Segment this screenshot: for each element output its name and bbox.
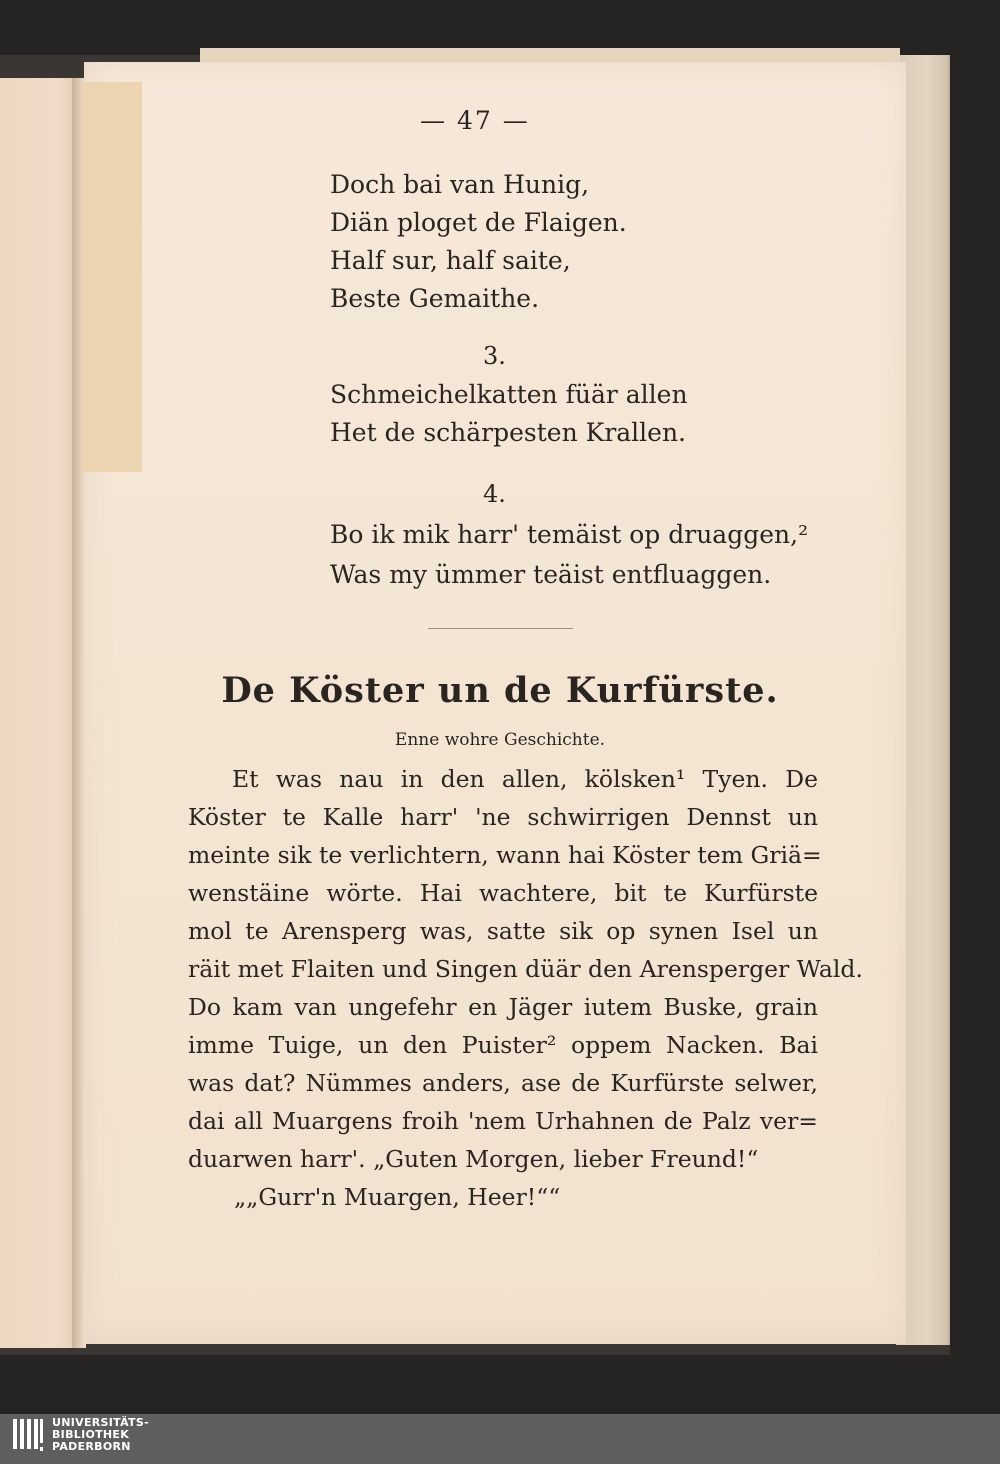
paragraph-line: imme Tuige, un den Puister² oppem Nacken. Bai bbox=[188, 1031, 818, 1059]
paragraph-line: duarwen harr'. „Guten Morgen, lieber Freund!“ bbox=[188, 1145, 759, 1173]
library-footer bbox=[0, 1414, 1000, 1464]
verse-line: Het de schärpesten Krallen. bbox=[330, 418, 687, 447]
page-number: — 47 — bbox=[420, 106, 530, 135]
verse-line: Doch bai van Hunig, bbox=[330, 170, 590, 199]
story-subtitle: Enne wohre Geschichte. bbox=[394, 730, 606, 750]
section-divider bbox=[428, 628, 573, 629]
left-page-edge bbox=[0, 78, 82, 1348]
repair-tape bbox=[82, 82, 142, 472]
paragraph-line: was dat? Nümmes anders, ase de Kurfürste selwer, bbox=[188, 1069, 818, 1097]
paragraph-line: dai all Muargens froih 'nem Urhahnen de Palz ver= bbox=[188, 1107, 818, 1135]
library-name-line: BIBLIOTHEK bbox=[52, 1428, 130, 1441]
story-paragraph bbox=[188, 760, 863, 1216]
library-name-line: UNIVERSITÄTS- bbox=[52, 1416, 149, 1429]
paragraph-line: Et was nau in den allen, kölsken¹ Tyen. De bbox=[232, 765, 818, 793]
paragraph-line: mol te Arensperg was, satte sik op synen Isel un bbox=[188, 917, 818, 945]
verse-line: Bo ik mik harr' temäist op druaggen,² bbox=[330, 520, 809, 549]
verse-line: Half sur, half saite, bbox=[330, 246, 571, 275]
stanza-number: 3. bbox=[483, 342, 506, 370]
verse-line: Diän ploget de Flaigen. bbox=[330, 208, 627, 237]
paragraph-line: räit met Flaiten und Singen düär den Arensperger Wald. bbox=[188, 955, 863, 983]
paragraph-line: Köster te Kalle harr' 'ne schwirrigen Dennst un bbox=[188, 803, 818, 831]
paragraph-line: wenstäine wörte. Hai wachtere, bit te Kurfürste bbox=[188, 879, 818, 907]
stanza-number: 4. bbox=[483, 480, 506, 508]
verse-line: Schmeichelkatten füär allen bbox=[330, 380, 688, 409]
verse-line: Was my ümmer teäist entfluaggen. bbox=[330, 560, 772, 589]
paragraph-line: meinte sik te verlichtern, wann hai Köster tem Griä= bbox=[188, 841, 822, 869]
paragraph-line: Do kam van ungefehr en Jäger iutem Buske, grain bbox=[188, 993, 818, 1021]
story-title: De Köster un de Kurfürste. bbox=[221, 670, 779, 711]
library-logo-icon bbox=[12, 1417, 44, 1459]
library-name-line: PADERBORN bbox=[52, 1440, 131, 1453]
dialogue-line: „„Gurr'n Muargen, Heer!““ bbox=[234, 1183, 561, 1211]
verse-line: Beste Gemaithe. bbox=[330, 284, 540, 313]
